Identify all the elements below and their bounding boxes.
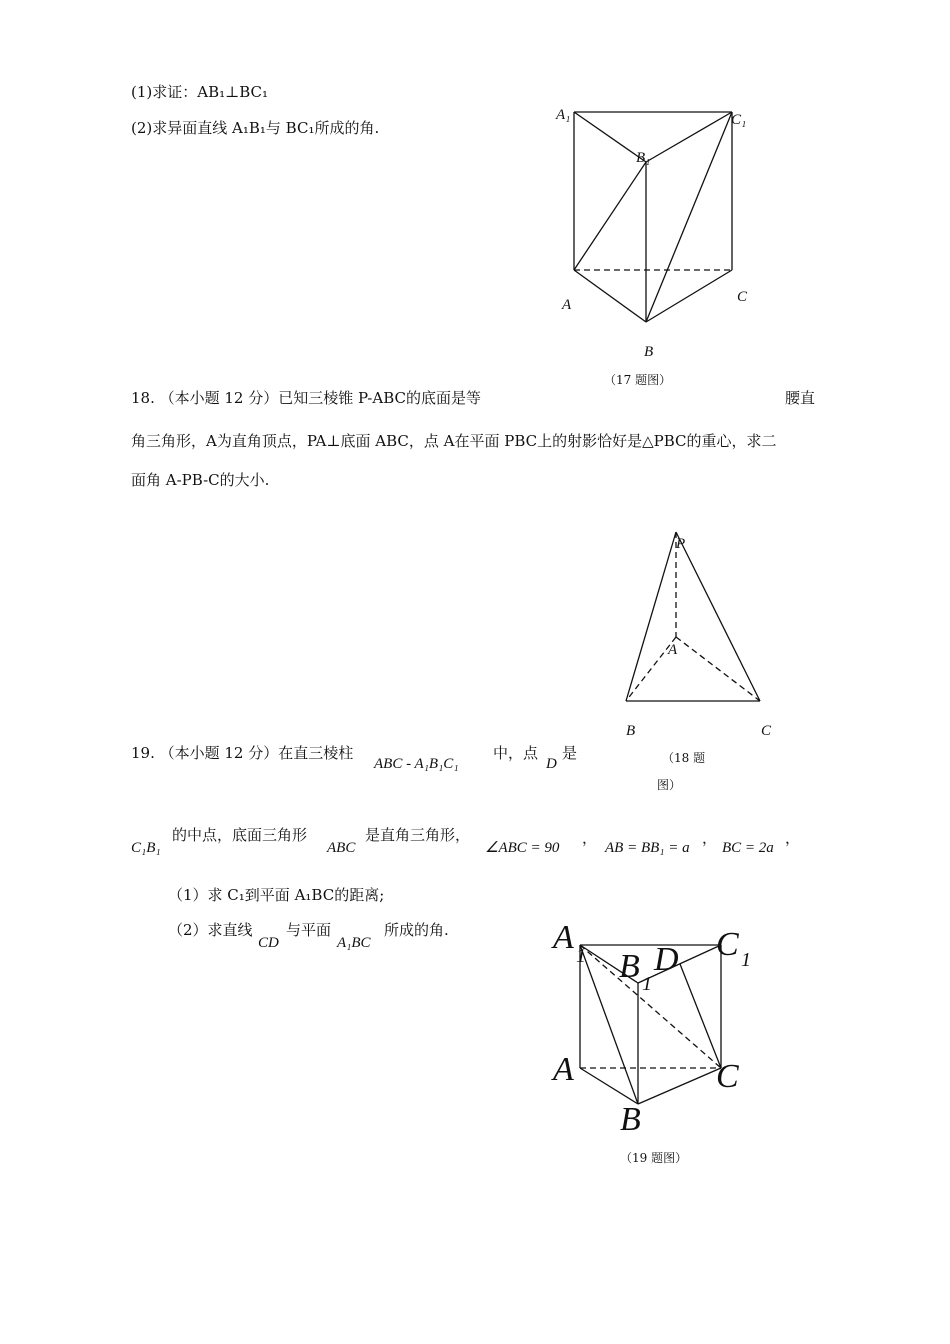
fig19-label-a1-sub: 1 [576,945,586,967]
fig19-edge-ab [580,1068,638,1104]
fig19-label-c: C [716,1058,739,1095]
fig19-label-d: D [654,941,679,978]
fig17-edge-b1c1 [646,112,732,162]
fig17-edge-bc1 [646,112,732,322]
fig17-edge-ab [574,270,646,322]
p18-line1-left: 18. （本小题 12 分）已知三棱锥 P-ABC的底面是等 [131,389,481,407]
p18-line1-right: 腰直 [785,389,816,407]
p19-q1: （1）求 C₁到平面 A₁BC的距离; [168,886,385,904]
fig18-label-c: C [761,723,772,739]
fig17-edge-ab1 [574,162,646,270]
fig17-label-c1: C₁ [731,112,747,128]
p19-q2-cd: CD [258,935,279,951]
fig19-label-b1-sub: 1 [642,973,652,995]
fig19-label-c1: C [716,926,739,963]
p19-point-d: D [546,756,557,772]
fig19-label-a: A [553,1051,574,1088]
fig18-label-a: A [668,642,678,658]
fig19-edge-dc [680,964,721,1068]
fig19-edge-a1b1 [580,945,638,983]
p18-line2: 角三角形，A为直角顶点，PA⊥底面 ABC，点 A在平面 PBC上的射影恰好是△PBC的重心，求二 [131,432,777,450]
fig17-label-b: B [644,344,654,360]
fig19-label-b: B [620,1101,641,1138]
fig18-caption-line1: （18 题 [662,751,706,765]
p19-sep2: ， [702,829,718,847]
fig17-label-a: A [562,297,572,313]
p19-c1b1: C₁B₁ [131,840,161,856]
p18-line3: 面角 A-PB-C的大小. [131,471,270,489]
fig18-caption-line2: 图） [657,778,682,792]
fig19-label-c1-sub: 1 [741,949,751,971]
p19-sep3: ， [785,829,801,847]
p19-sep1: ， [582,829,598,847]
fig19-label-b1: B [619,948,640,985]
fig17-edge-bc [646,270,732,322]
p19-intro: 19. （本小题 12 分）在直三棱柱 [131,744,354,762]
fig17-edge-a1b1 [574,112,646,162]
p19-right-tri: 是直角三角形， [365,826,471,844]
fig19-edge-a1b [580,945,638,1104]
p19-angle: ∠ABC = 90 [485,840,560,856]
p19-eq2: BC = 2a [722,840,774,856]
fig19-edge-bc [638,1068,721,1104]
fig17-label-c: C [737,289,748,305]
fig19-edge-a1c-hidden [580,945,721,1068]
p19-eq1: AB = BB₁ = a [605,840,690,856]
p17-part1: (1)求证：AB₁⊥BC₁ [131,83,269,101]
fig18-edge-pc [676,532,760,701]
p19-q2-mid: 与平面 [286,921,332,939]
fig18-edge-ac-hidden [676,637,760,701]
p19-is: 是 [562,744,578,762]
fig17-caption: （17 题图） [604,373,672,387]
fig19-label-a1: A [553,919,574,956]
fig18-label-b: B [626,723,636,739]
p19-q2-pre: （2）求直线 [168,921,253,939]
fig18-edge-pb [626,532,676,701]
p19-abc: ABC [327,840,356,856]
fig19-caption: （19 题图） [620,1151,688,1165]
p19-prism: ABC - A₁B₁C₁ [374,756,459,772]
fig17-label-a1: A₁ [556,107,571,123]
fig19-edge-b1c1 [638,945,721,983]
p17-part2: (2)求异面直线 A₁B₁与 BC₁所成的角. [131,119,380,137]
p19-mid: 中，点 [493,744,539,762]
fig18-label-p: P [676,536,686,552]
p19-q2-plane: A₁BC [337,935,371,951]
fig17-label-b1: B₁ [636,150,651,166]
p19-q2-post: 所成的角. [384,921,449,939]
fig18-edge-ab-hidden [626,637,676,701]
p19-midpoint-text: 的中点，底面三角形 [172,826,308,844]
